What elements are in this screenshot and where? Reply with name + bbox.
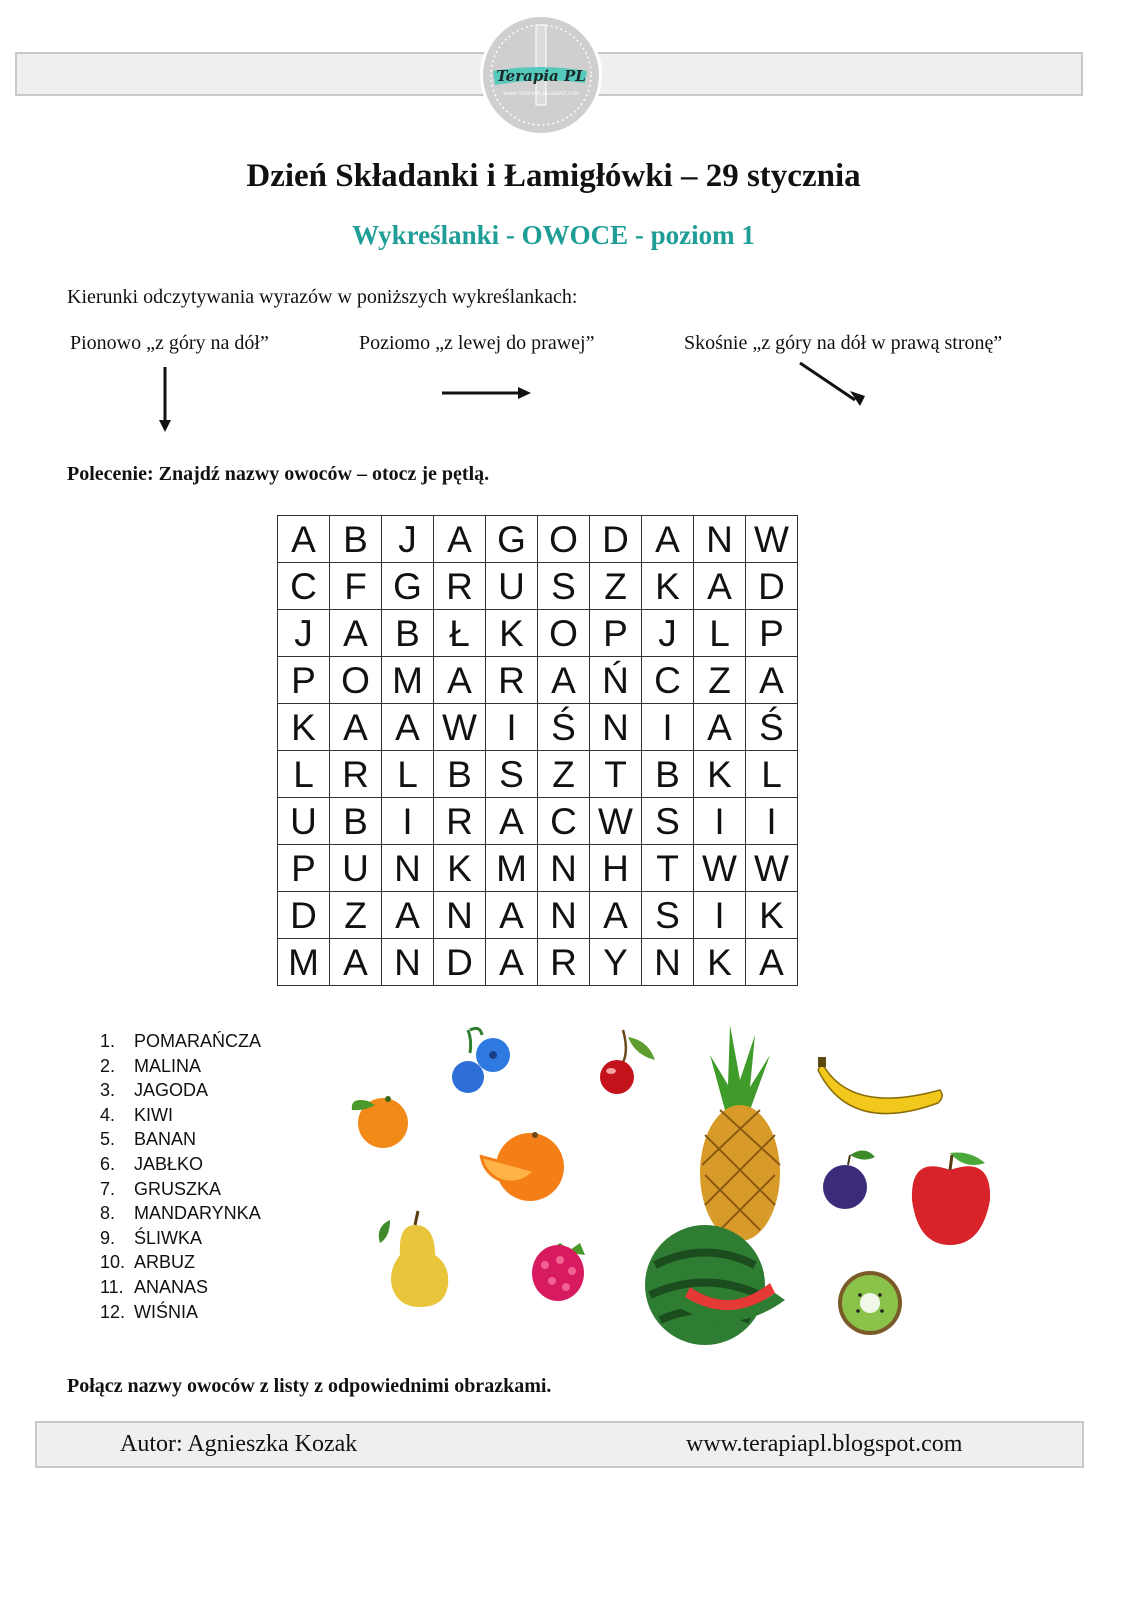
grid-cell[interactable]: M <box>278 939 330 986</box>
grid-cell[interactable]: N <box>434 892 486 939</box>
list-item <box>100 1302 261 1327</box>
grid-row <box>278 845 798 892</box>
grid-cell[interactable]: I <box>642 704 694 751</box>
grid-cell[interactable]: A <box>330 704 382 751</box>
list-item-number: 6. <box>100 1153 116 1174</box>
grid-cell[interactable]: N <box>538 892 590 939</box>
list-item-name: MALINA <box>134 1055 202 1076</box>
grid-cell[interactable]: A <box>642 516 694 563</box>
list-item-name: POMARAŃCZA <box>134 1031 262 1051</box>
grid-cell[interactable]: W <box>746 516 798 563</box>
grid-cell[interactable]: A <box>694 704 746 751</box>
grid-cell[interactable]: Y <box>590 939 642 986</box>
grid-cell[interactable]: U <box>486 563 538 610</box>
list-item <box>100 1179 261 1204</box>
terapia-logo <box>479 13 603 137</box>
grid-cell[interactable]: B <box>330 516 382 563</box>
grid-row <box>278 751 798 798</box>
orange-icon <box>477 1132 564 1201</box>
logo-text: Terapia PL <box>496 67 586 85</box>
fruit-pictures <box>330 1015 1030 1355</box>
footer-site-link[interactable]: www.terapiapl.blogspot.com <box>686 1431 963 1457</box>
list-item-number: 10. <box>100 1252 126 1273</box>
grid-cell[interactable]: Z <box>538 751 590 798</box>
grid-cell[interactable]: K <box>694 751 746 798</box>
grid-cell[interactable]: K <box>434 845 486 892</box>
grid-cell[interactable]: P <box>278 845 330 892</box>
grid-cell[interactable]: D <box>746 563 798 610</box>
list-item-name: KIWI <box>134 1104 173 1125</box>
list-item-name: MANDARYNKA <box>134 1203 261 1224</box>
grid-cell[interactable]: C <box>642 657 694 704</box>
grid-cell[interactable]: N <box>642 939 694 986</box>
page-subtitle: Wykreślanki - OWOCE - poziom 1 <box>352 220 755 250</box>
grid-cell[interactable]: A <box>694 563 746 610</box>
grid-cell[interactable]: J <box>382 516 434 563</box>
grid-cell[interactable]: A <box>486 939 538 986</box>
grid-cell[interactable]: K <box>486 610 538 657</box>
grid-row <box>278 892 798 939</box>
grid-cell[interactable]: D <box>590 516 642 563</box>
list-item-name: ANANAS <box>134 1276 209 1297</box>
grid-cell[interactable]: W <box>434 704 486 751</box>
grid-row <box>278 939 798 986</box>
list-item <box>100 1203 261 1228</box>
grid-cell[interactable]: S <box>642 798 694 845</box>
grid-cell[interactable]: J <box>642 610 694 657</box>
arrow-down-icon <box>150 365 180 435</box>
grid-cell[interactable]: M <box>382 657 434 704</box>
list-item <box>100 1105 261 1130</box>
grid-cell[interactable]: K <box>642 563 694 610</box>
grid-cell[interactable]: C <box>538 798 590 845</box>
grid-cell[interactable]: S <box>486 751 538 798</box>
grid-cell[interactable]: A <box>538 657 590 704</box>
grid-row <box>278 657 798 704</box>
grid-cell[interactable]: Ń <box>590 657 642 704</box>
list-item <box>100 1252 261 1277</box>
list-item <box>100 1277 261 1302</box>
list-item-number: 4. <box>100 1104 116 1125</box>
mandarin-icon <box>352 1096 408 1148</box>
grid-row <box>278 516 798 563</box>
grid-cell[interactable]: R <box>434 798 486 845</box>
grid-cell[interactable]: R <box>330 751 382 798</box>
banana-icon <box>818 1057 942 1114</box>
grid-cell[interactable]: J <box>278 610 330 657</box>
grid-cell[interactable]: P <box>746 610 798 657</box>
grid-cell[interactable]: T <box>590 751 642 798</box>
grid-cell[interactable]: G <box>486 516 538 563</box>
grid-cell[interactable]: K <box>694 939 746 986</box>
footer-author: Autor: Agnieszka Kozak <box>120 1431 358 1457</box>
pear-icon <box>379 1211 448 1307</box>
grid-cell[interactable]: C <box>278 563 330 610</box>
list-item-name: JAGODA <box>134 1080 209 1101</box>
instruction-find: Polecenie: Znajdź nazwy owoców – otocz je pętlą. <box>67 463 490 485</box>
grid-cell[interactable]: N <box>590 704 642 751</box>
grid-cell[interactable]: P <box>590 610 642 657</box>
grid-row <box>278 610 798 657</box>
list-item <box>100 1031 261 1056</box>
word-search-grid <box>277 515 798 986</box>
plum-icon <box>823 1150 875 1209</box>
grid-cell[interactable]: W <box>746 845 798 892</box>
list-item <box>100 1154 261 1179</box>
list-item-name: WIŚNIA <box>134 1301 199 1322</box>
grid-cell[interactable]: U <box>330 845 382 892</box>
grid-cell[interactable]: Ł <box>434 610 486 657</box>
grid-cell[interactable]: K <box>746 892 798 939</box>
grid-cell[interactable]: I <box>694 798 746 845</box>
grid-cell[interactable]: Z <box>590 563 642 610</box>
grid-cell[interactable]: A <box>330 939 382 986</box>
list-item-name: ŚLIWKA <box>134 1227 203 1248</box>
grid-cell[interactable]: A <box>486 798 538 845</box>
apple-icon <box>912 1152 990 1245</box>
grid-cell[interactable]: N <box>694 516 746 563</box>
raspberry-icon <box>532 1243 585 1301</box>
grid-cell[interactable]: N <box>382 845 434 892</box>
pineapple-icon <box>700 1025 780 1241</box>
grid-cell[interactable]: A <box>746 939 798 986</box>
list-item-number: 9. <box>100 1227 116 1248</box>
grid-cell[interactable]: O <box>330 657 382 704</box>
grid-cell[interactable]: A <box>434 516 486 563</box>
kiwi-icon <box>838 1271 902 1335</box>
grid-cell[interactable]: A <box>382 704 434 751</box>
grid-cell[interactable]: D <box>278 892 330 939</box>
arrow-diagonal-icon <box>797 360 869 412</box>
grid-cell[interactable]: H <box>590 845 642 892</box>
grid-cell[interactable]: A <box>382 892 434 939</box>
grid-cell[interactable]: W <box>694 845 746 892</box>
grid-cell[interactable]: Ś <box>746 704 798 751</box>
arrow-right-icon <box>440 383 535 403</box>
grid-cell[interactable]: L <box>746 751 798 798</box>
grid-cell[interactable]: K <box>278 704 330 751</box>
grid-cell[interactable]: R <box>434 563 486 610</box>
list-item-number: 7. <box>100 1178 116 1199</box>
list-item-number: 11. <box>100 1276 124 1297</box>
list-item-number: 5. <box>100 1129 116 1150</box>
grid-cell[interactable]: R <box>486 657 538 704</box>
grid-cell[interactable]: I <box>382 798 434 845</box>
grid-cell[interactable]: S <box>642 892 694 939</box>
list-item-number: 2. <box>100 1055 116 1076</box>
direction-vertical-label: Pionowo „z góry na dół” <box>70 332 269 354</box>
grid-cell[interactable]: P <box>278 657 330 704</box>
list-item-number: 1. <box>100 1031 116 1051</box>
grid-cell[interactable]: L <box>382 751 434 798</box>
grid-cell[interactable]: B <box>330 798 382 845</box>
grid-cell[interactable]: T <box>642 845 694 892</box>
grid-cell[interactable]: L <box>278 751 330 798</box>
grid-cell[interactable]: S <box>538 563 590 610</box>
grid-cell[interactable]: A <box>434 657 486 704</box>
page-title: Dzień Składanki i Łamigłówki – 29 stycznia <box>246 158 861 194</box>
list-item-number: 8. <box>100 1203 116 1224</box>
list-item-name: ARBUZ <box>134 1252 196 1273</box>
list-item <box>100 1080 261 1105</box>
watermelon-icon <box>645 1225 785 1345</box>
grid-cell[interactable]: Z <box>330 892 382 939</box>
grid-cell[interactable]: Ś <box>538 704 590 751</box>
grid-cell[interactable]: B <box>642 751 694 798</box>
logo-url: WWW.TERAPIAPL.BLOGSPOT.COM <box>503 92 579 97</box>
grid-cell[interactable]: A <box>746 657 798 704</box>
grid-row <box>278 563 798 610</box>
list-item <box>100 1228 261 1253</box>
grid-cell[interactable]: B <box>382 610 434 657</box>
grid-cell[interactable]: A <box>278 516 330 563</box>
grid-row <box>278 704 798 751</box>
list-item-number: 12. <box>100 1301 126 1322</box>
list-item <box>100 1129 261 1154</box>
blueberry-icon <box>452 1028 510 1093</box>
grid-cell[interactable]: M <box>486 845 538 892</box>
grid-cell[interactable]: A <box>486 892 538 939</box>
grid-cell[interactable]: B <box>434 751 486 798</box>
list-item <box>100 1056 261 1081</box>
intro-text: Kierunki odczytywania wyrazów w poniższych wykreślankach: <box>67 286 578 308</box>
grid-cell[interactable]: G <box>382 563 434 610</box>
direction-diagonal-label: Skośnie „z góry na dół w prawą stronę” <box>684 332 1003 354</box>
grid-row <box>278 798 798 845</box>
grid-cell[interactable]: O <box>538 610 590 657</box>
instruction-connect: Połącz nazwy owoców z listy z odpowiednimi obrazkami. <box>67 1375 552 1397</box>
fruit-list <box>100 1031 261 1326</box>
grid-cell[interactable]: A <box>590 892 642 939</box>
grid-cell[interactable]: I <box>486 704 538 751</box>
grid-cell[interactable]: N <box>382 939 434 986</box>
grid-cell[interactable]: U <box>278 798 330 845</box>
grid-cell[interactable]: I <box>694 892 746 939</box>
list-item-number: 3. <box>100 1080 116 1101</box>
grid-cell[interactable]: L <box>694 610 746 657</box>
grid-cell[interactable]: R <box>538 939 590 986</box>
grid-cell[interactable]: N <box>538 845 590 892</box>
direction-horizontal-label: Poziomo „z lewej do prawej” <box>359 332 595 354</box>
grid-cell[interactable]: O <box>538 516 590 563</box>
list-item-name: GRUSZKA <box>134 1178 222 1199</box>
grid-cell[interactable]: F <box>330 563 382 610</box>
cherry-icon <box>600 1030 655 1094</box>
grid-cell[interactable]: A <box>330 610 382 657</box>
grid-cell[interactable]: Z <box>694 657 746 704</box>
list-item-name: JABŁKO <box>134 1153 204 1174</box>
grid-cell[interactable]: W <box>590 798 642 845</box>
list-item-name: BANAN <box>134 1129 197 1150</box>
grid-cell[interactable]: D <box>434 939 486 986</box>
grid-cell[interactable]: I <box>746 798 798 845</box>
